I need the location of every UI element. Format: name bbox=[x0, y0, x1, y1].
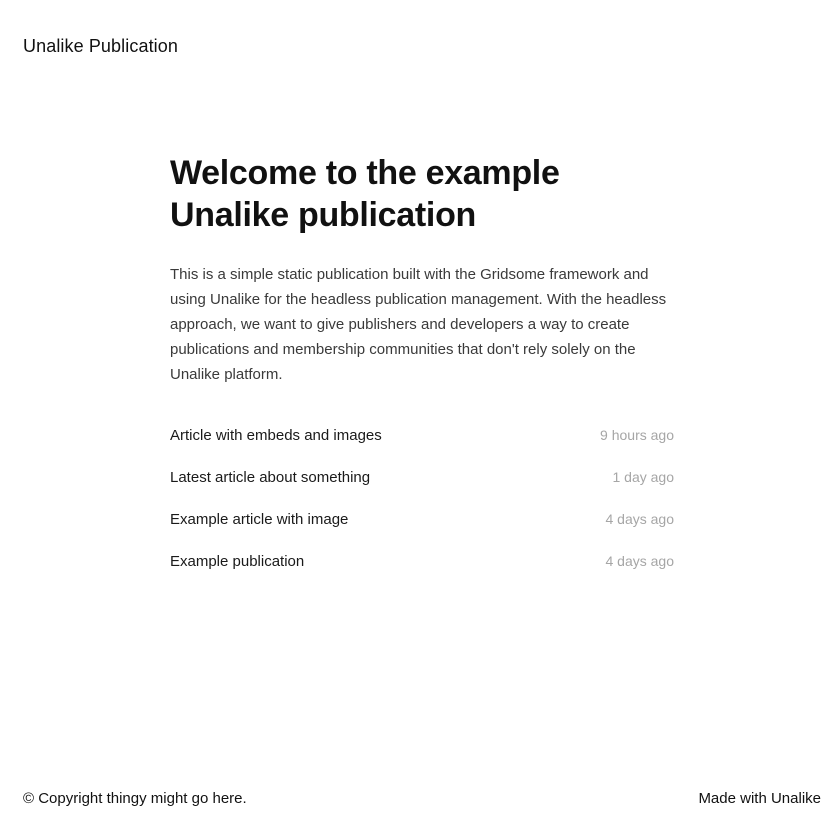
page-title: Welcome to the example Unalike publication bbox=[170, 154, 560, 234]
made-with-link[interactable]: Made with Unalike bbox=[698, 790, 821, 807]
main-content bbox=[170, 152, 674, 595]
site-footer bbox=[23, 790, 821, 807]
article-date: 9 hours ago bbox=[600, 427, 674, 443]
article-link[interactable]: Article with embeds and images bbox=[170, 427, 382, 444]
site-title-link[interactable]: Unalike Publication bbox=[23, 36, 178, 56]
article-link[interactable]: Example publication bbox=[170, 553, 305, 570]
list-item bbox=[170, 511, 674, 553]
intro-paragraph: This is a simple static publication built with the Gridsome framework and using Unalike for the headless publication management. With the headless approach, we want to give publishers and developers a way to create publications and membership communities that don't rely solely on the Unalike platform. bbox=[170, 266, 667, 383]
list-item bbox=[170, 553, 674, 595]
copyright-text: © Copyright thingy might go here. bbox=[23, 790, 247, 807]
list-item bbox=[170, 469, 674, 511]
article-link[interactable]: Latest article about something bbox=[170, 469, 371, 486]
article-date: 4 days ago bbox=[605, 511, 674, 527]
site-header bbox=[23, 36, 178, 57]
article-date: 4 days ago bbox=[605, 553, 674, 569]
list-item bbox=[170, 427, 674, 469]
article-date: 1 day ago bbox=[612, 469, 674, 485]
article-list bbox=[170, 427, 674, 595]
article-link[interactable]: Example article with image bbox=[170, 511, 349, 528]
